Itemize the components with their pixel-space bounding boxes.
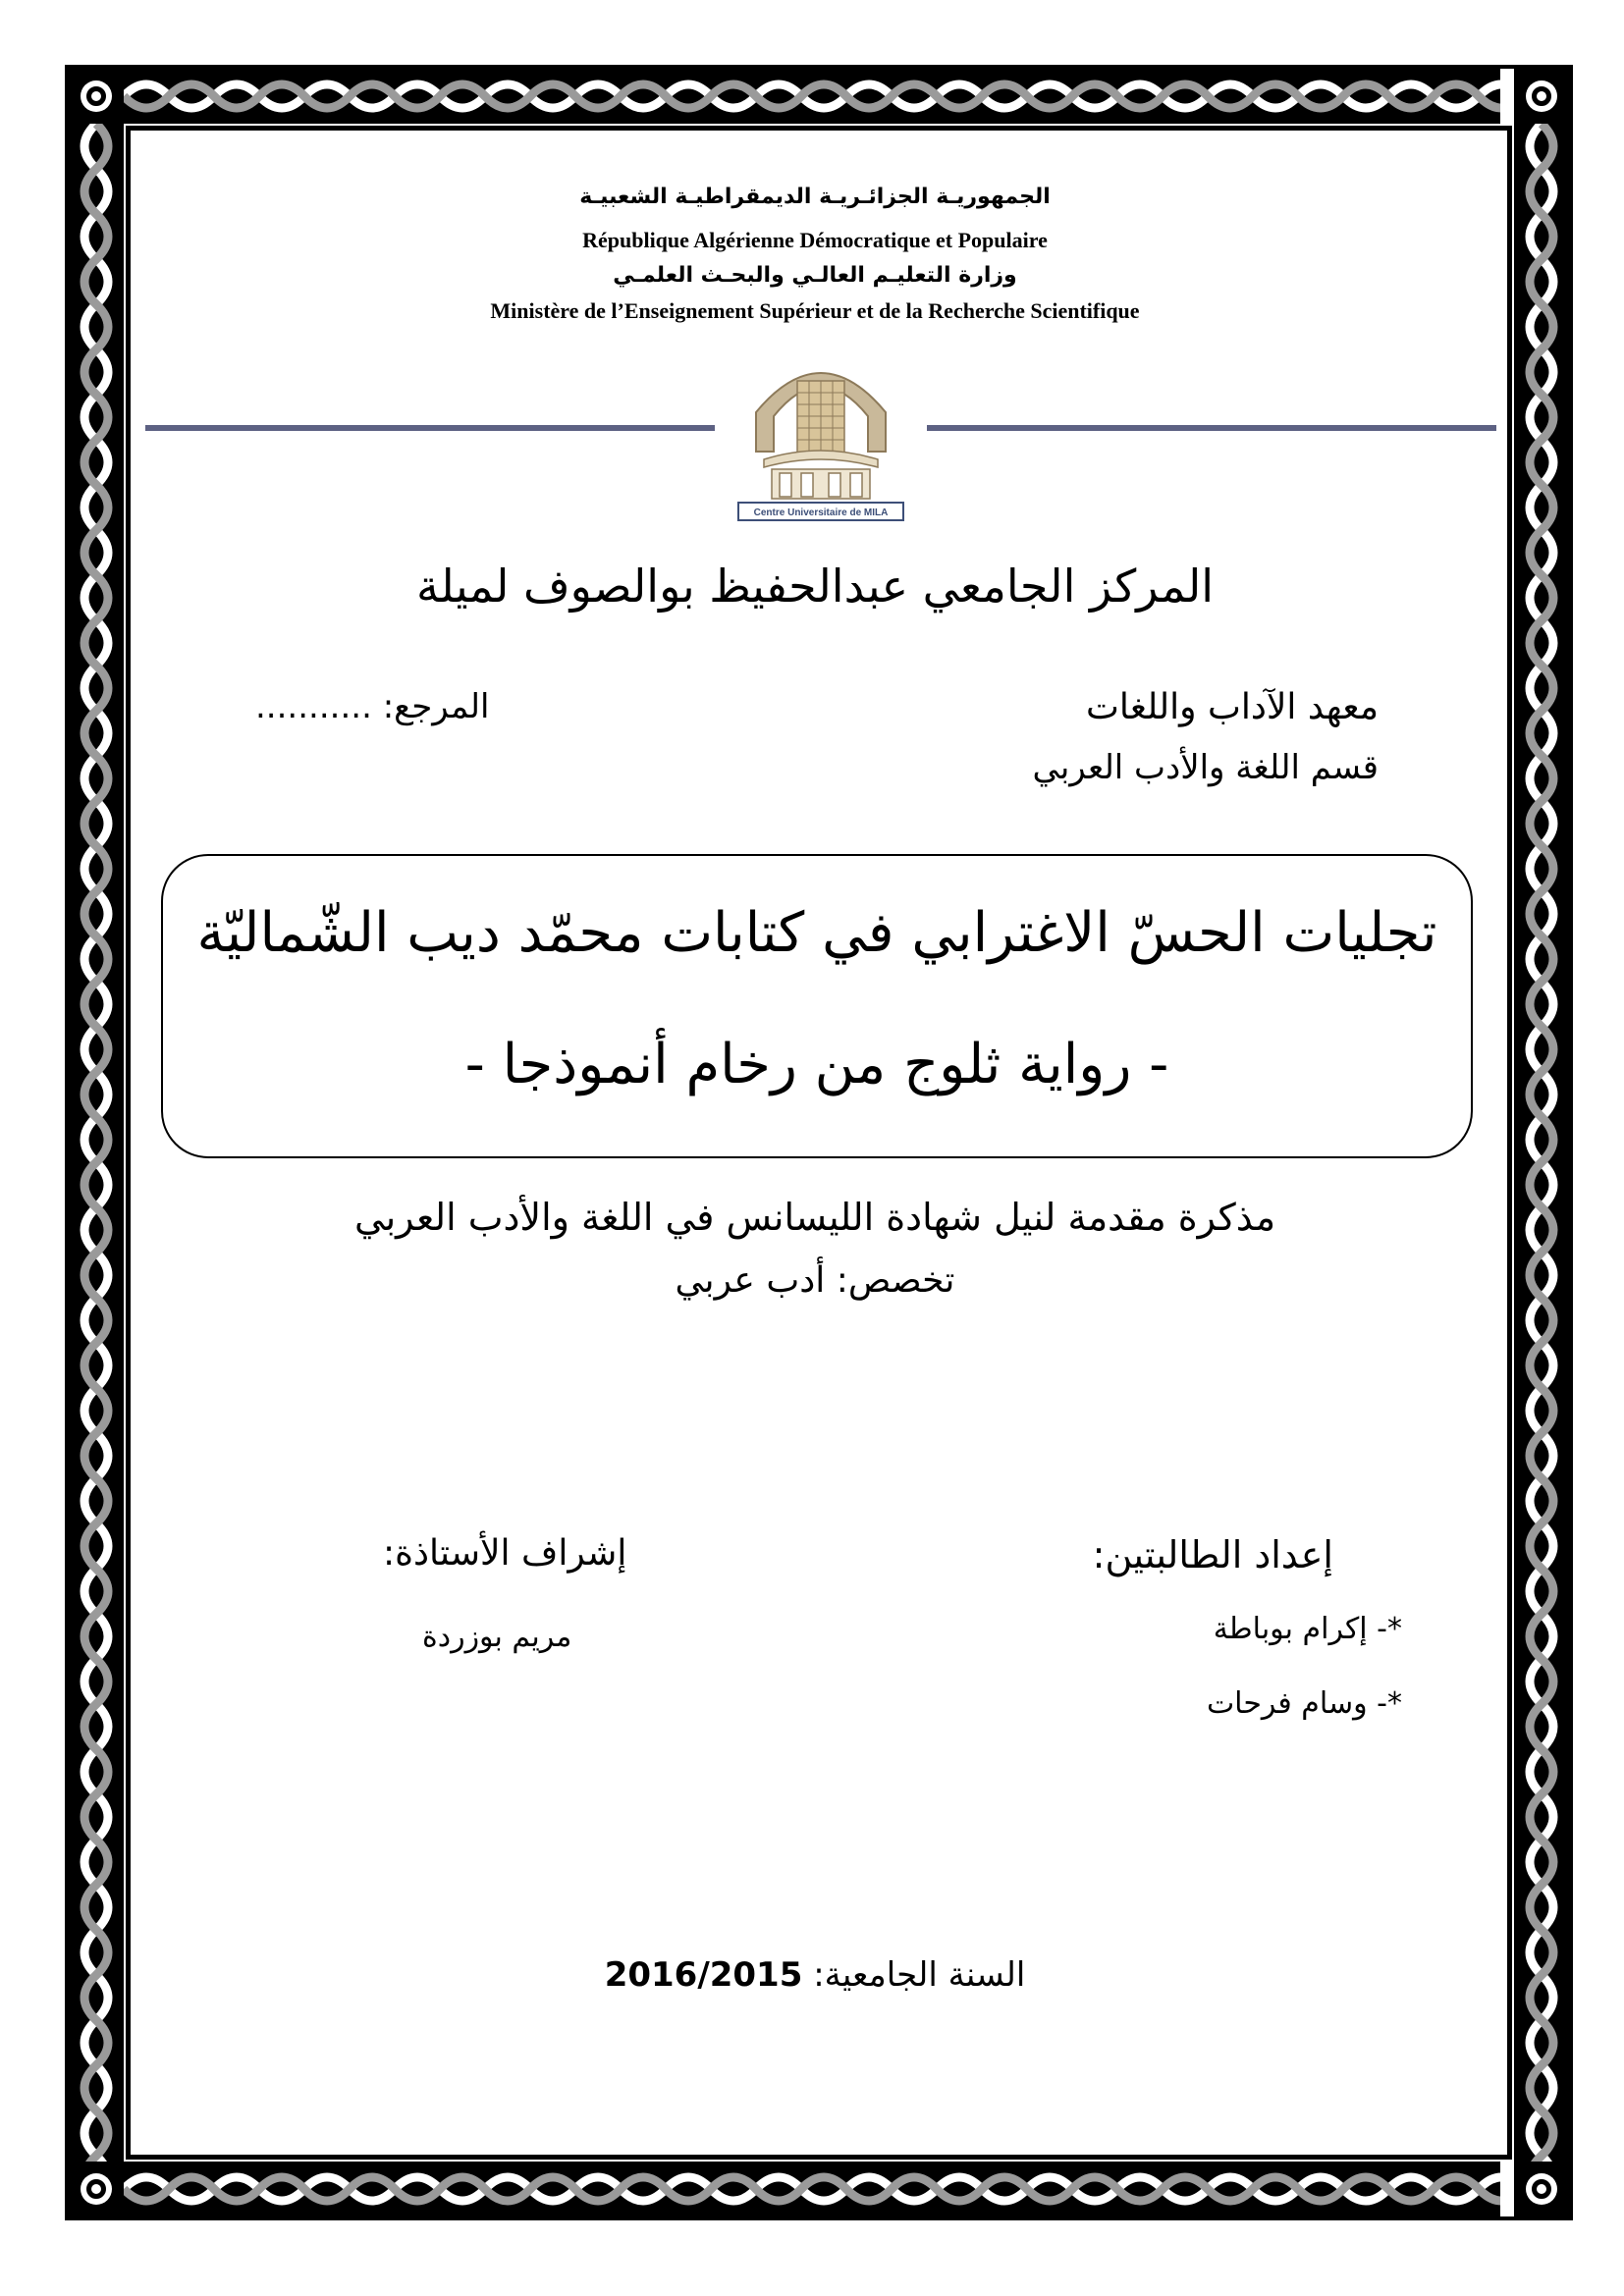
specialty-line: تخصص: أدب عربي: [675, 1260, 955, 1301]
supervisor-name: مريم بوزردة: [422, 1620, 572, 1654]
border-corner-ornament: [1514, 2162, 1569, 2216]
border-chain-bottom: [124, 2162, 1500, 2216]
memo-description: مذكرة مقدمة لنيل شهادة الليسانس في اللغة والأدب العربي: [353, 1196, 1276, 1239]
academic-year-label: السنة الجامعية:: [813, 1955, 1026, 1995]
ministry-arabic: وزارة التعليـم العالـي والبحـث العلمـي: [613, 263, 1017, 288]
student-name: *- إكرام بوباطة: [1213, 1612, 1402, 1646]
reference-field: المرجع: ...........: [255, 687, 490, 726]
student-name: *- وسام فرحات: [1206, 1686, 1402, 1721]
academic-year: [157, 1955, 1473, 1995]
header-rule-left: [145, 425, 715, 431]
thesis-subtitle: - رواية ثلوج من رخام أنموذجا -: [464, 1033, 1169, 1096]
university-center-name: المركز الجامعي عبدالحفيظ بوالصوف لميلة: [415, 560, 1215, 613]
thesis-title-box: [161, 854, 1473, 1158]
supervisor-label: إشراف الأستاذة:: [383, 1533, 627, 1574]
border-chain-right: [1514, 124, 1569, 2163]
academic-year-value: 2016/2015: [604, 1955, 803, 1995]
border-chain-left: [69, 124, 124, 2163]
department-name: قسم اللغة والأدب العربي: [1032, 748, 1379, 787]
republic-arabic: الجمهوريـة الجزائـريـة الديمقراطيـة الشعبيـة: [579, 185, 1051, 209]
republic-french: République Algérienne Démocratique et Populaire: [582, 228, 1048, 252]
border-corner-ornament: [69, 2162, 124, 2216]
logo-caption: Centre Universitaire de MILA: [753, 507, 889, 518]
ministry-french: Ministère de l’Enseignement Supérieur et de la Recherche Scientifique: [490, 298, 1140, 323]
prepared-by-label: إعداد الطالبتين:: [1092, 1533, 1333, 1576]
thesis-title: تجليات الحسّ الاغترابي في كتابات محمّد ديب الشّماليّة: [196, 901, 1437, 965]
header-rule-right: [927, 425, 1496, 431]
university-logo: [734, 344, 907, 525]
institute-name: معهد الآداب واللغات: [1086, 687, 1379, 727]
border-corner-ornament: [1514, 69, 1569, 124]
border-chain-top: [124, 69, 1500, 124]
border-corner-ornament: [69, 69, 124, 124]
